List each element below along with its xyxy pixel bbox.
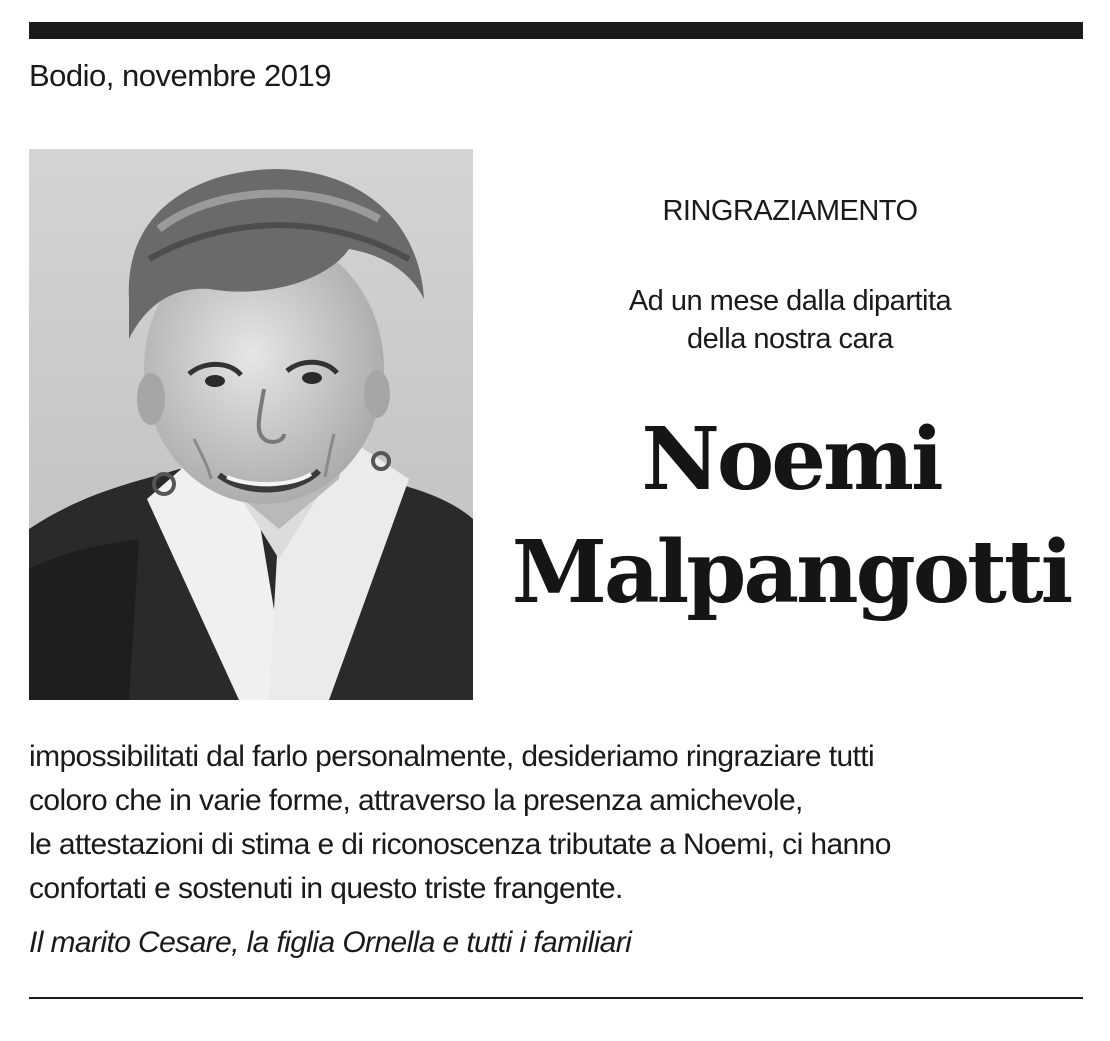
intro-line-2: della nostra cara: [687, 323, 893, 355]
message-line: le attestazioni di stima e di riconoscenza tributate a Noemi, ci hanno: [29, 828, 891, 861]
top-rule: [29, 22, 1083, 39]
notice-intro: [540, 282, 1040, 358]
bottom-rule: [29, 997, 1083, 999]
message-line: impossibilitati dal farlo personalmente, desideriamo ringraziare tutti: [29, 740, 875, 773]
message-line: confortati e sostenuti in questo triste frangente.: [29, 872, 623, 905]
deceased-last-name: Malpangotti: [511, 522, 1071, 623]
message-line: coloro che in varie forme, attraverso la presenza amichevole,: [29, 784, 803, 817]
notice-kind: RINGRAZIAMENTO: [662, 195, 918, 227]
place-date: Bodio, novembre 2019: [29, 58, 331, 93]
intro-line-1: Ad un mese dalla dipartita: [628, 285, 952, 317]
family-signature: Il marito Cesare, la figlia Ornella e tutti i familiari: [29, 926, 632, 959]
portrait-photo: [29, 149, 473, 700]
thanks-message: [29, 735, 1089, 911]
deceased-first-name: Noemi: [641, 409, 941, 510]
